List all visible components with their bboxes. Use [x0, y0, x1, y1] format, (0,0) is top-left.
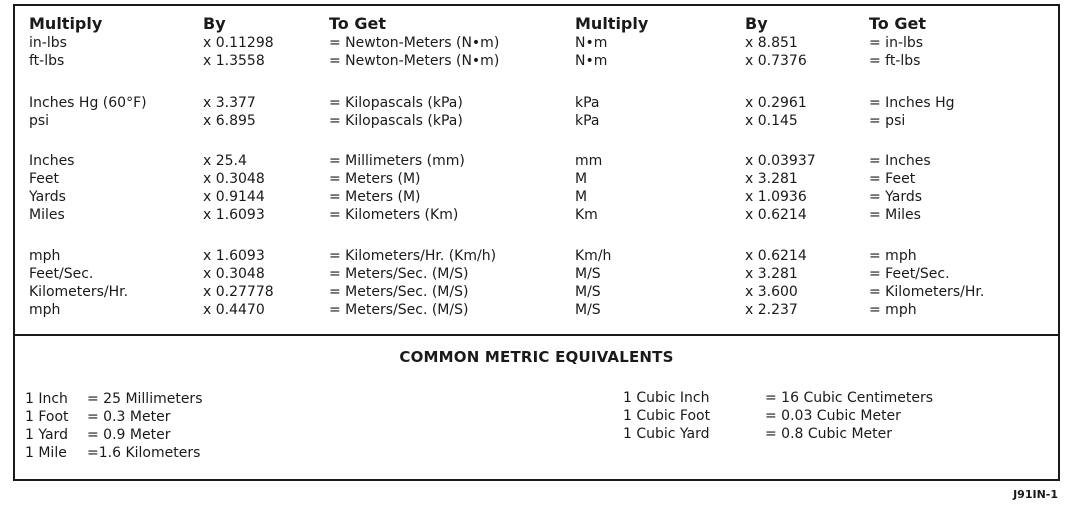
header-multiply-right: Multiply — [575, 14, 649, 33]
row-9-by: x 0.3048 — [203, 266, 265, 282]
row-10-by-right: x 3.600 — [745, 284, 798, 300]
row-6-by-right: x 1.0936 — [745, 189, 807, 205]
figure-id: J91IN-1 — [1013, 488, 1058, 501]
row-0-multiply-right: N•m — [575, 35, 608, 51]
row-9-to-get-right: = Feet/Sec. — [869, 266, 950, 282]
row-3-to-get: = Kilopascals (kPa) — [329, 113, 463, 129]
row-11-multiply: mph — [29, 302, 61, 318]
row-3-multiply: psi — [29, 113, 50, 129]
row-4-by-right: x 0.03937 — [745, 153, 816, 169]
row-4-to-get: = Millimeters (mm) — [329, 153, 465, 169]
row-7-multiply-right: Km — [575, 207, 598, 223]
row-2-by: x 3.377 — [203, 95, 256, 111]
row-1-to-get-right: = ft-lbs — [869, 53, 921, 69]
row-10-to-get-right: = Kilometers/Hr. — [869, 284, 985, 300]
row-11-to-get-right: = mph — [869, 302, 917, 318]
row-11-by: x 0.4470 — [203, 302, 265, 318]
row-4-multiply: Inches — [29, 153, 75, 169]
row-2-to-get-right: = Inches Hg — [869, 95, 955, 111]
row-1-multiply: ft-lbs — [29, 53, 65, 69]
equivalent-unit: 1 Cubic Inch — [623, 390, 710, 406]
row-8-to-get-right: = mph — [869, 248, 917, 264]
row-6-to-get-right: = Yards — [869, 189, 923, 205]
row-3-to-get-right: = psi — [869, 113, 906, 129]
row-1-by: x 1.3558 — [203, 53, 265, 69]
row-6-to-get: = Meters (M) — [329, 189, 421, 205]
equivalent-value: = 0.3 Meter — [87, 409, 171, 425]
row-7-multiply: Miles — [29, 207, 65, 223]
row-6-by: x 0.9144 — [203, 189, 265, 205]
header-to-get: To Get — [329, 14, 386, 33]
equivalent-value: = 16 Cubic Centimeters — [765, 390, 934, 406]
row-9-multiply-right: M/S — [575, 266, 601, 282]
row-7-to-get: = Kilometers (Km) — [329, 207, 459, 223]
row-5-to-get-right: = Feet — [869, 171, 916, 187]
row-6-multiply-right: M — [575, 189, 588, 205]
equivalent-unit: 1 Cubic Yard — [623, 426, 710, 442]
row-9-multiply: Feet/Sec. — [29, 266, 94, 282]
row-2-to-get: = Kilopascals (kPa) — [329, 95, 463, 111]
row-11-by-right: x 2.237 — [745, 302, 798, 318]
equivalent-unit: 1 Cubic Foot — [623, 408, 711, 424]
row-6-multiply: Yards — [29, 189, 66, 205]
equivalent-value: = 0.8 Cubic Meter — [765, 426, 893, 442]
equivalent-value: = 0.03 Cubic Meter — [765, 408, 901, 424]
row-10-multiply: Kilometers/Hr. — [29, 284, 129, 300]
row-5-multiply-right: M — [575, 171, 588, 187]
row-1-by-right: x 0.7376 — [745, 53, 807, 69]
header-by-right: By — [745, 14, 768, 33]
equivalent-value: = 25 Millimeters — [87, 391, 203, 407]
row-0-by-right: x 8.851 — [745, 35, 798, 51]
row-0-to-get-right: = in-lbs — [869, 35, 924, 51]
equivalent-unit: 1 Yard — [25, 427, 68, 443]
equivalent-unit: 1 Foot — [25, 409, 69, 425]
row-10-multiply-right: M/S — [575, 284, 601, 300]
header-to-get-right: To Get — [869, 14, 926, 33]
row-5-multiply: Feet — [29, 171, 60, 187]
row-4-multiply-right: mm — [575, 153, 603, 169]
row-11-multiply-right: M/S — [575, 302, 601, 318]
row-1-to-get: = Newton-Meters (N•m) — [329, 53, 500, 69]
equivalent-unit: 1 Inch — [25, 391, 68, 407]
row-3-by: x 6.895 — [203, 113, 256, 129]
equivalent-unit: 1 Mile — [25, 445, 67, 461]
row-9-by-right: x 3.281 — [745, 266, 798, 282]
row-8-by: x 1.6093 — [203, 248, 265, 264]
row-3-by-right: x 0.145 — [745, 113, 798, 129]
header-multiply: Multiply — [29, 14, 103, 33]
row-5-by-right: x 3.281 — [745, 171, 798, 187]
row-11-to-get: = Meters/Sec. (M/S) — [329, 302, 469, 318]
equivalent-value: =1.6 Kilometers — [87, 445, 201, 461]
row-0-multiply: in-lbs — [29, 35, 67, 51]
row-9-to-get: = Meters/Sec. (M/S) — [329, 266, 469, 282]
row-8-multiply: mph — [29, 248, 61, 264]
row-8-by-right: x 0.6214 — [745, 248, 807, 264]
row-0-to-get: = Newton-Meters (N•m) — [329, 35, 500, 51]
section-title: COMMON METRIC EQUIVALENTS — [399, 348, 674, 366]
row-2-multiply-right: kPa — [575, 95, 600, 111]
row-4-to-get-right: = Inches — [869, 153, 931, 169]
row-7-by-right: x 0.6214 — [745, 207, 807, 223]
header-by: By — [203, 14, 226, 33]
row-5-to-get: = Meters (M) — [329, 171, 421, 187]
row-2-multiply: Inches Hg (60°F) — [29, 95, 147, 111]
row-10-to-get: = Meters/Sec. (M/S) — [329, 284, 469, 300]
row-0-by: x 0.11298 — [203, 35, 274, 51]
row-3-multiply-right: kPa — [575, 113, 600, 129]
row-2-by-right: x 0.2961 — [745, 95, 807, 111]
row-7-to-get-right: = Miles — [869, 207, 921, 223]
row-7-by: x 1.6093 — [203, 207, 265, 223]
row-8-multiply-right: Km/h — [575, 248, 612, 264]
conversion-table-frame — [13, 4, 1060, 481]
row-10-by: x 0.27778 — [203, 284, 274, 300]
row-5-by: x 0.3048 — [203, 171, 265, 187]
row-8-to-get: = Kilometers/Hr. (Km/h) — [329, 248, 497, 264]
row-4-by: x 25.4 — [203, 153, 247, 169]
row-1-multiply-right: N•m — [575, 53, 608, 69]
section-divider — [15, 334, 1058, 336]
equivalent-value: = 0.9 Meter — [87, 427, 171, 443]
